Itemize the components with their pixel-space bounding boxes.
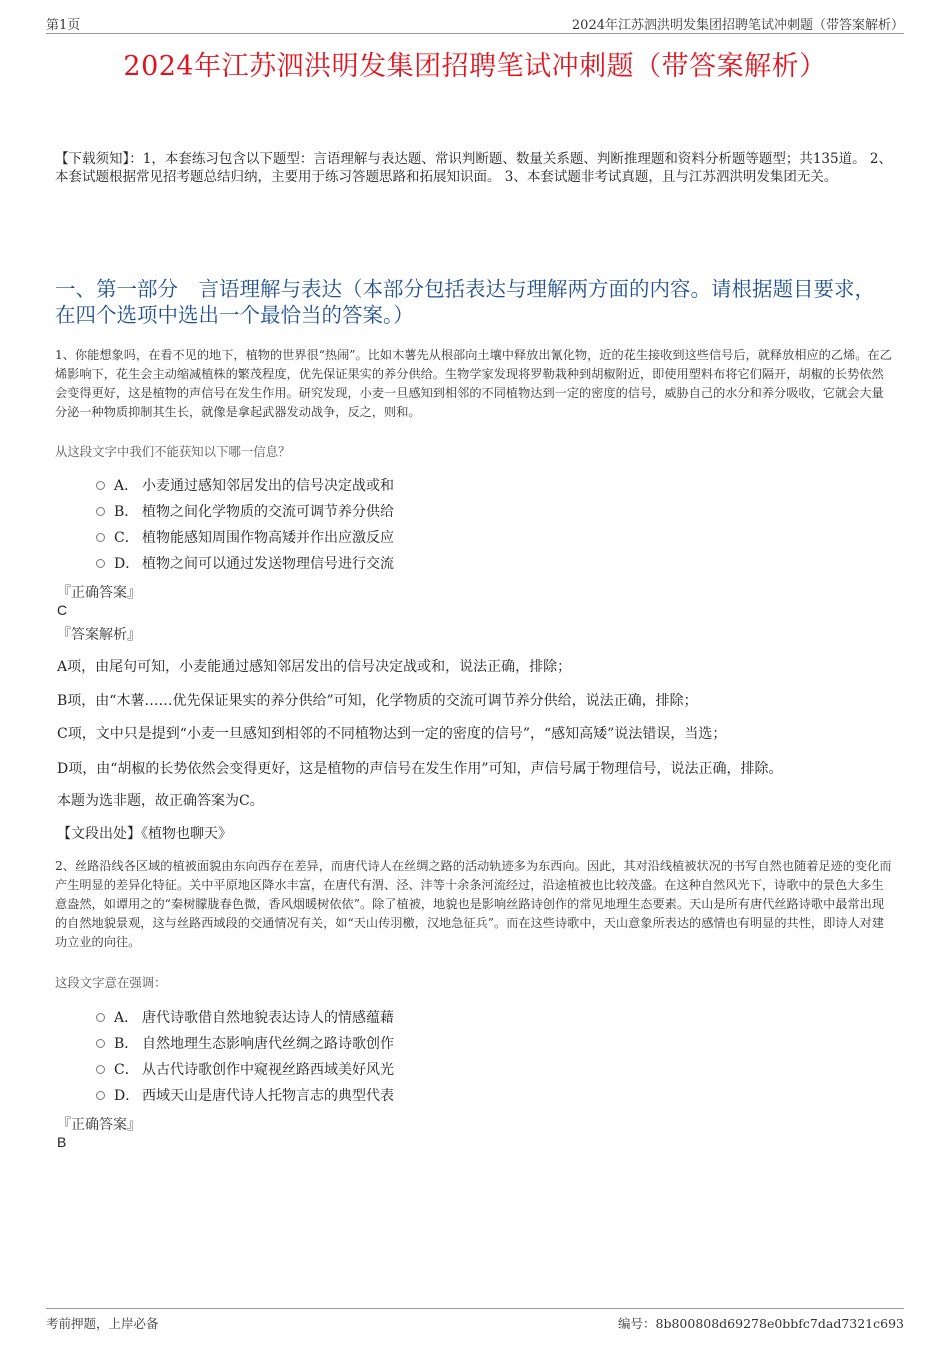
page-title: 2024年江苏泗洪明发集团招聘笔试冲刺题（带答案解析） <box>123 51 827 82</box>
radio-icon[interactable] <box>96 533 105 542</box>
radio-icon[interactable] <box>96 1039 105 1048</box>
q1-analysis-b: B项，由“木薯……优先保证果实的养分供给”可知，化学物质的交流可调节养分供给，说法正确，排除； <box>57 693 698 709</box>
radio-icon[interactable] <box>96 507 105 516</box>
q1-answer-label: 『正确答案』 <box>57 585 141 601</box>
q1-analysis-a: A项，由尾句可知，小麦能通过感知邻居发出的信号决定战或和，说法正确，排除； <box>57 659 572 675</box>
q1-analysis-conclusion: 本题为选非题，故正确答案为C。 <box>57 793 264 809</box>
radio-icon[interactable] <box>96 559 105 568</box>
footer-divider <box>46 1308 904 1309</box>
q1-analysis-c: C项，文中只是提到“小麦一旦感知到相邻的不同植物达到一定的密度的信号”，“感知高矮”说法错误，当选； <box>57 726 727 742</box>
q2-passage: 2、丝路沿线各区域的植被面貌由东向西存在差异，而唐代诗人在丝绸之路的活动轨迹多为东西向。因此，其对沿线植被状况的书写自然也随着足迹的变化而产生明显的差异化特征。关中平原地区降水丰富，在唐代有渭、泾、沣等十余条河流经过，沿途植被也比较茂盛。在这种自然风光下，诗歌中的景色大多生意盎然，如谭用之的“秦树朦胧春色微，香风烟暖树依依”。除了植被，地貌也是影响丝路诗创作的常见地理生态要素。天山是所有唐代丝路诗歌中最常出现的自然地貌景观，这与丝路西域段的交通情况有关，如“天山传羽檄，汉地急征兵”。而在这些诗歌中，天山意象所表达的感情也有明显的共性，即诗人对建功立业的向往。 <box>55 859 892 949</box>
q1-passage: 1、你能想象吗，在看不见的地下，植物的世界很“热闹”。比如木薯先从根部向土壤中释放出氰化物，近的花生接收到这些信号后，就释放相应的乙烯。在乙烯影响下，花生会主动缩减植株的繁茂程度，优先保证果实的养分供给。生物学家发现将罗勒栽种到胡椒附近，即使用塑料布将它们隔开，胡椒的长势依然会变得更好，这是植物的声信号在发生作用。研究发现，小麦一旦感知到相邻的不同植物达到一定的密度的信号，威胁自己的水分和养分吸收，它就会大量分泌一种物质抑制其生长，就像是拿起武器发动战争，反之，则和。 <box>55 348 892 419</box>
section-heading: 一、第一部分 言语理解与表达（本部分包括表达与理解两方面的内容。请根据题目要求，在四个选项中选出一个最恰当的答案。） <box>55 277 875 327</box>
q1-option-d[interactable]: D． 植物之间可以通过发送物理信号进行交流 <box>96 550 394 576</box>
q2-answer-label: 『正确答案』 <box>57 1117 141 1133</box>
q2-answer: B <box>57 1134 67 1150</box>
q1-analysis-d: D项，由“胡椒的长势依然会变得更好，这是植物的声信号在发生作用”可知，声信号属于物理信号，说法正确，排除。 <box>57 761 783 777</box>
footer-slogan: 考前押题，上岸必备 <box>46 1316 159 1331</box>
q1-option-b[interactable]: B． 植物之间化学物质的交流可调节养分供给 <box>96 498 394 524</box>
running-header-title: 2024年江苏泗洪明发集团招聘笔试冲刺题（带答案解析） <box>571 18 904 33</box>
q1-option-a[interactable]: A． 小麦通过感知邻居发出的信号决定战或和 <box>96 472 394 498</box>
q2-option-d[interactable]: D． 西域天山是唐代诗人托物言志的典型代表 <box>96 1082 394 1108</box>
footer-doc-id: 编号：8b800808d69278e0bbfc7dad7321c693 <box>618 1316 904 1331</box>
radio-icon[interactable] <box>96 481 105 490</box>
q1-analysis-label: 『答案解析』 <box>57 627 141 643</box>
q1-options <box>96 472 394 576</box>
page-number: 第1页 <box>46 18 81 33</box>
radio-icon[interactable] <box>96 1065 105 1074</box>
q2-option-a[interactable]: A． 唐代诗歌借自然地貌表达诗人的情感蕴藉 <box>96 1004 394 1030</box>
radio-icon[interactable] <box>96 1013 105 1022</box>
header-divider <box>46 33 904 34</box>
q2-options <box>96 1004 394 1108</box>
q1-option-c[interactable]: C． 植物能感知周围作物高矮并作出应激反应 <box>96 524 394 550</box>
q2-option-b[interactable]: B． 自然地理生态影响唐代丝绸之路诗歌创作 <box>96 1030 394 1056</box>
q2-question: 这段文字意在强调： <box>55 975 167 990</box>
download-notice: 【下载须知】：1，本套练习包含以下题型：言语理解与表达题、常识判断题、数量关系题、判断推理题和资料分析题等题型；共135道。 2、本套试题根据常见招考题总结归纳，主要用于练习答题思路和拓展知识面。 3、本套试题非考试真题，且与江苏泗洪明发集团无关。 <box>55 151 892 185</box>
q1-answer: C <box>57 602 68 618</box>
radio-icon[interactable] <box>96 1091 105 1100</box>
q1-question: 从这段文字中我们不能获知以下哪一信息？ <box>55 444 291 459</box>
q1-source: 【文段出处】《植物也聊天》 <box>57 826 232 842</box>
q2-option-c[interactable]: C． 从古代诗歌创作中窥视丝路西域美好风光 <box>96 1056 394 1082</box>
